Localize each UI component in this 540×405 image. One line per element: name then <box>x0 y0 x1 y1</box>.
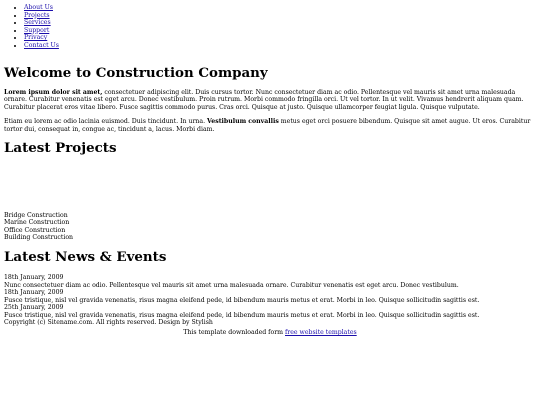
welcome-paragraph-2 <box>4 118 536 133</box>
projects-list <box>4 212 536 242</box>
download-prefix: This template downloaded form <box>183 329 285 337</box>
nav-item-contact <box>24 42 536 50</box>
welcome-heading: Welcome to Construction Company <box>4 64 268 81</box>
projects-heading: Latest Projects <box>4 139 117 156</box>
welcome-paragraph-1 <box>4 89 536 112</box>
download-credit <box>4 329 536 337</box>
copyright-text: Copyright (c) Sitename.com. All rights reserved. Design by Stylish <box>4 319 213 327</box>
project-item: Bridge Construction <box>4 211 68 219</box>
nav-item-projects <box>24 12 536 20</box>
news-heading: Latest News & Events <box>4 248 167 265</box>
news-date: 18th January, 2009 <box>4 289 64 297</box>
news-date: 25th January, 2009 <box>4 304 64 312</box>
nav-link-contact[interactable]: Contact Us <box>24 41 59 49</box>
nav-item-support <box>24 27 536 35</box>
welcome-p2-start: Etiam eu lorem ac odio lacinia euismod. Duis tincidunt. In urna. <box>4 118 208 126</box>
free-templates-link[interactable]: free website templates <box>285 329 357 337</box>
news-date: 18th January, 2009 <box>4 273 64 281</box>
welcome-p1-text: consectetuer adipiscing elit. Duis cursus tortor. Nunc consectetuer diam ac odio. Pellentesque vel mauris sit amet urna malesuada ornare. Curabitur venenatis est eget arcu. Donec vestibulum. Proin rutrum. Morbi commodo fringilla orci. Ut vel tortor. In ut velit. Vivamus hendrerit aliquam quam. Curabitur placerat eros vitae libero. Fusce sagittis commodo purus. Cras orci. Quisque at justo. Quisque ullamcorper feugiat ligula. Quisque vulputate. <box>4 88 524 111</box>
nav-item-privacy <box>24 34 536 42</box>
projects-image-area <box>4 156 536 212</box>
project-item: Office Construction <box>4 226 66 234</box>
welcome-p1-bold: Lorem ipsum dolor sit amet, <box>4 88 103 96</box>
nav-item-services <box>24 19 536 27</box>
welcome-p2-bold: Vestibulum convallis <box>207 118 279 126</box>
nav-link-projects[interactable]: Projects <box>24 11 50 19</box>
nav-link-services[interactable]: Services <box>24 19 51 27</box>
nav-item-about <box>24 4 536 12</box>
news-text: Nunc consectetuer diam ac odio. Pellentesque vel mauris sit amet urna malesuada ornare. Curabitur venenatis est eget arcu. Donec vestibulum. <box>4 281 459 289</box>
welcome-p2-end: metus eget orci posuere bibendum. Quisque sit amet augue. Ut eros. Curabitur tortor dui, consequat in, congue ac, tincidunt a, lacus. Morbi diam. <box>4 118 531 133</box>
news-list <box>4 274 536 320</box>
news-text: Fusce tristique, nisl vel gravida venenatis, risus magna eleifend pede, id bibendum mauris metus et erat. Morbi in leo. Quisque sollicitudin sagittis est. <box>4 296 480 304</box>
nav-link-privacy[interactable]: Privacy <box>24 34 48 42</box>
nav-link-support[interactable]: Support <box>24 26 50 34</box>
main-nav <box>4 0 536 50</box>
nav-link-about[interactable]: About Us <box>24 4 53 11</box>
news-text: Fusce tristique, nisl vel gravida venenatis, risus magna eleifend pede, id bibendum mauris metus et erat. Morbi in leo. Quisque sollicitudin sagittis est. <box>4 311 480 319</box>
project-item: Marine Construction <box>4 219 70 227</box>
project-item: Building Construction <box>4 234 74 242</box>
